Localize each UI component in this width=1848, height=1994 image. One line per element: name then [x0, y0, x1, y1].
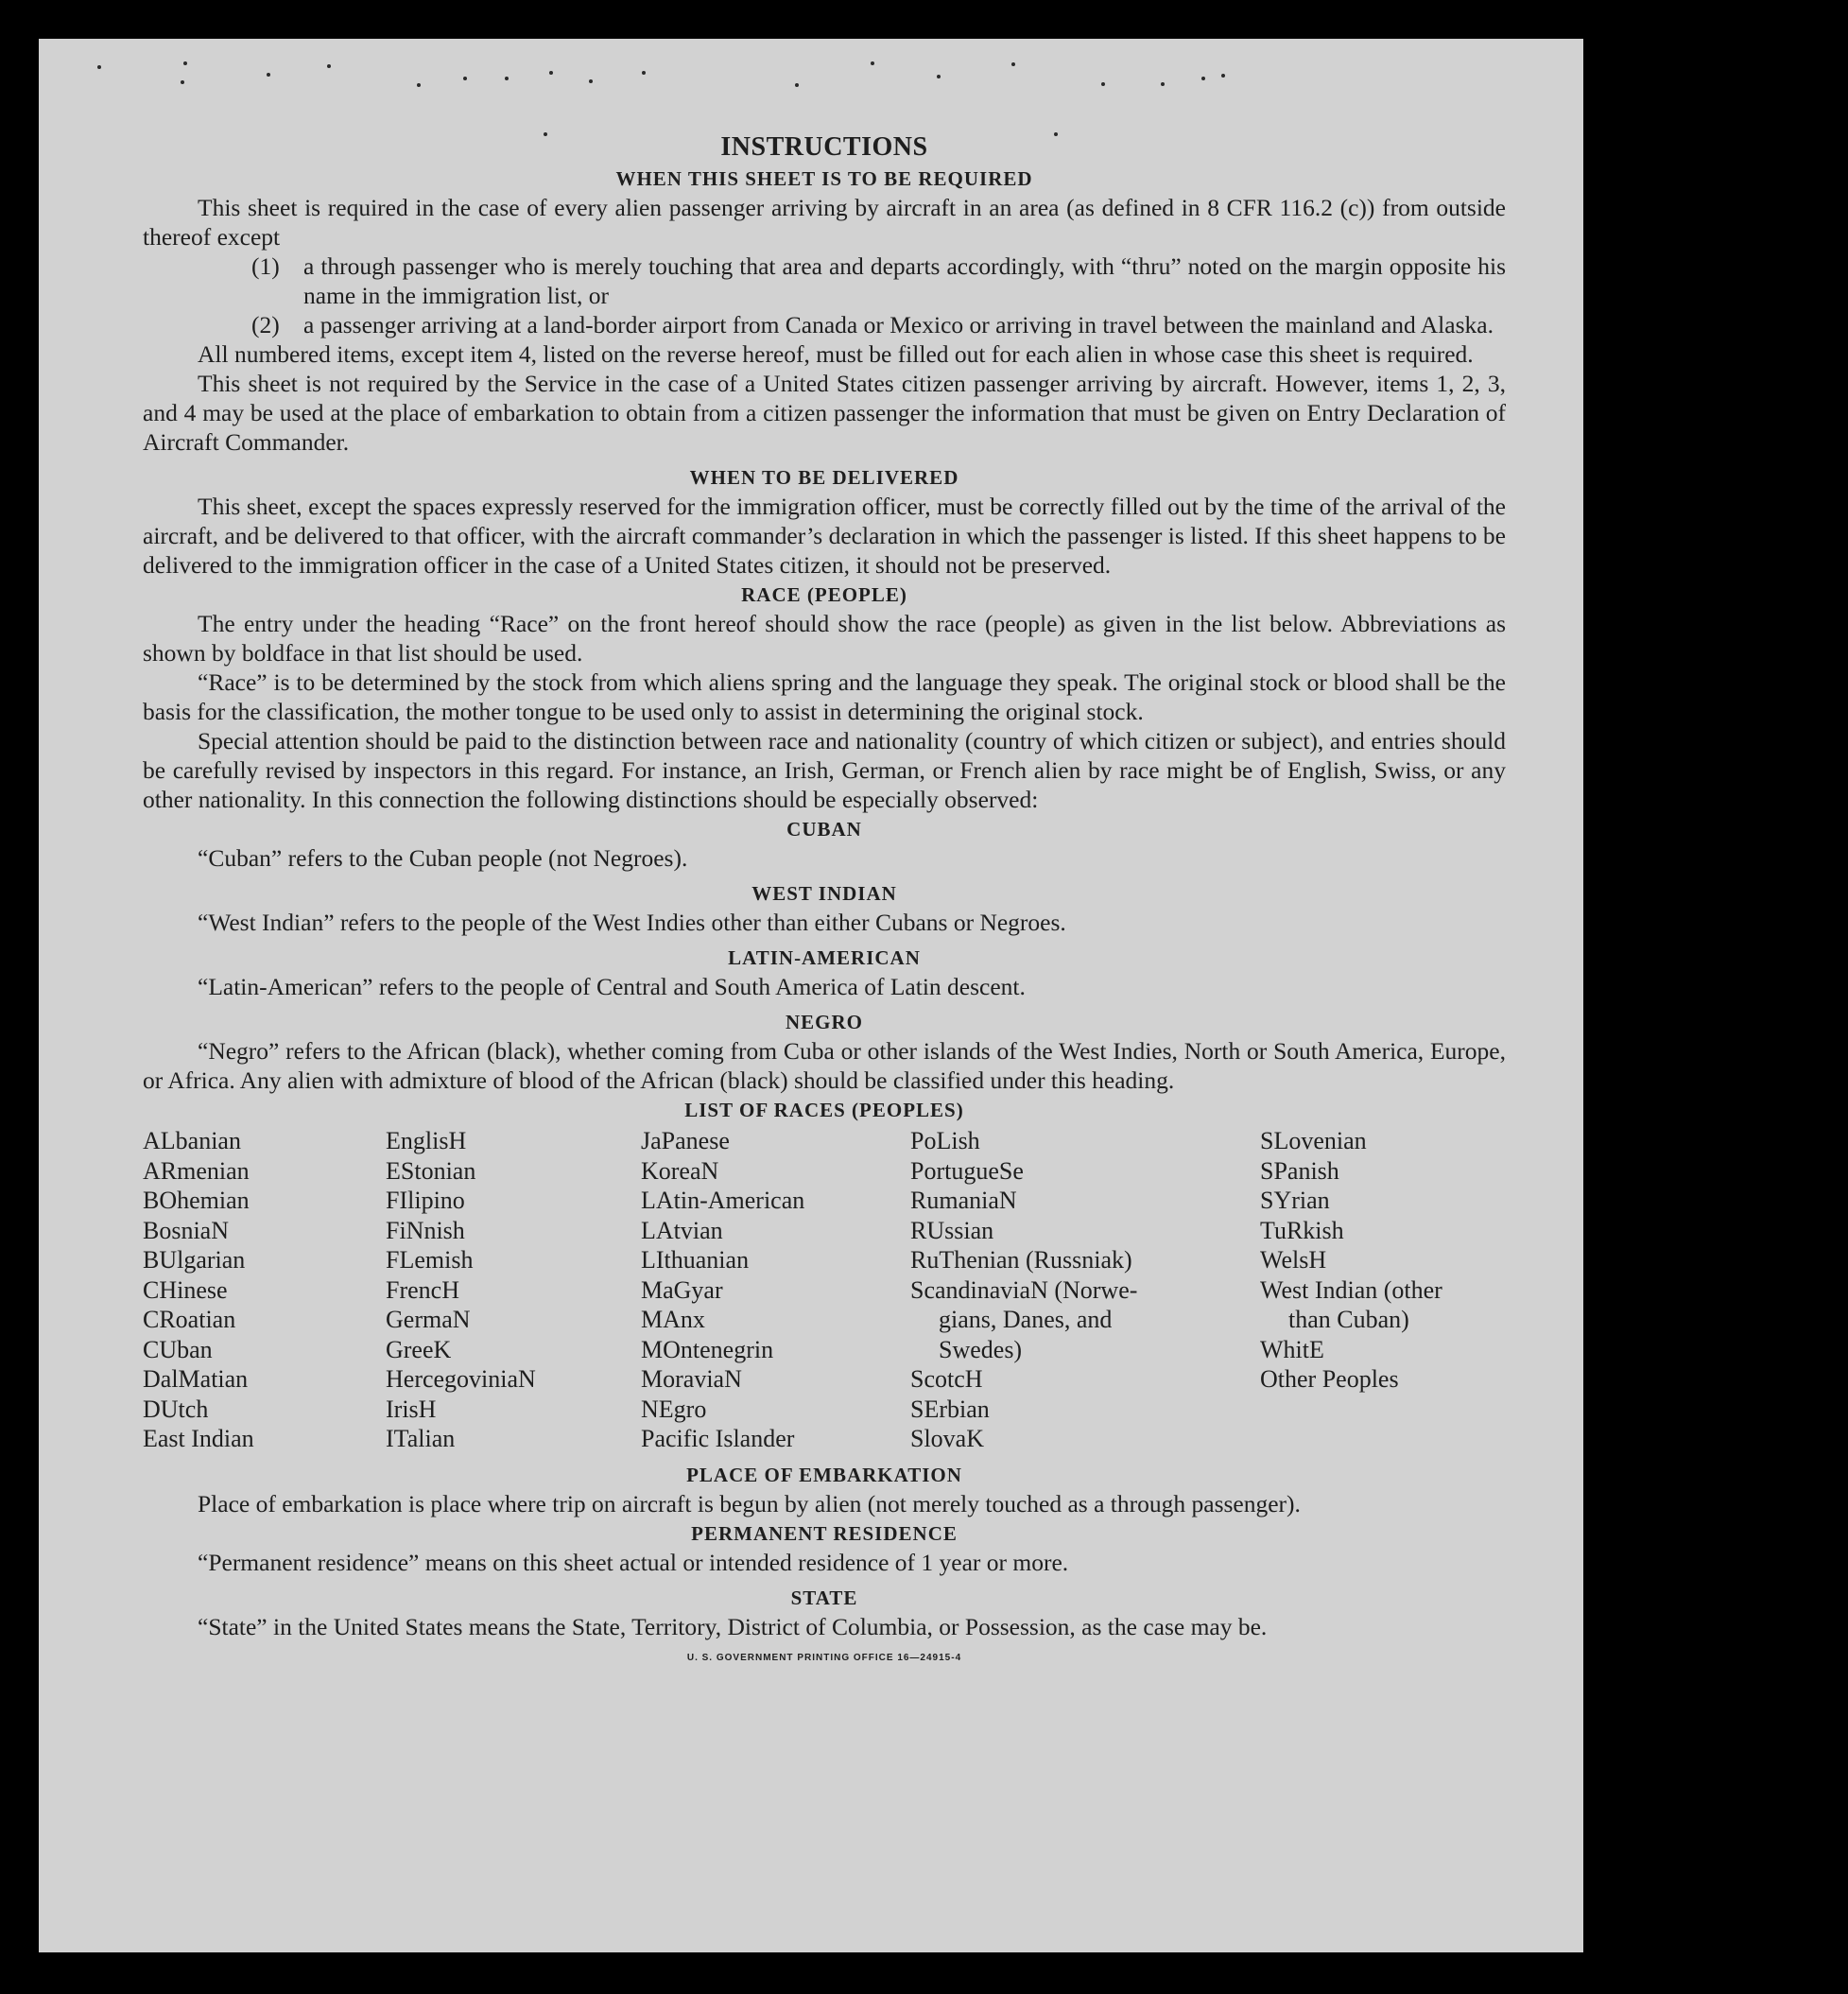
- race-list-item: gians, Danes, and: [939, 1306, 1113, 1333]
- paragraph: “Cuban” refers to the Cuban people (not Negroes).: [198, 844, 688, 872]
- race-list-item: MaGyar: [641, 1275, 723, 1304]
- race-column: [386, 1126, 641, 1454]
- paragraph: “West Indian” refers to the people of the West Indies other than either Cubans or Negroes.: [198, 909, 1066, 936]
- race-list-item: MoraviaN: [641, 1365, 742, 1393]
- list-item-text: a through passenger who is merely touching that area and departs accordingly, with “thru” noted on the margin opposite his name in the immigration list, or: [303, 252, 1506, 309]
- race-list-item: ARmenian: [143, 1156, 250, 1185]
- section-heading: CUBAN: [786, 818, 862, 841]
- section-heading: NEGRO: [785, 1011, 863, 1033]
- race-list-item: ScandinaviaN (Norwe-: [910, 1275, 1138, 1304]
- race-list-item: MOntenegrin: [641, 1335, 774, 1363]
- race-list-item: PoLish: [910, 1127, 980, 1154]
- race-list-item: FIlipino: [386, 1187, 465, 1214]
- race-list-item: EnglisH: [386, 1127, 467, 1154]
- race-list-item: ALbanian: [143, 1127, 241, 1154]
- paragraph: The entry under the heading “Race” on the front hereof should show the race (people) as given in the list below. Abbreviations as shown by boldface in that list should be used.: [143, 610, 1506, 667]
- race-list-item: FLemish: [386, 1246, 474, 1274]
- race-list-item: West Indian (other: [1260, 1275, 1442, 1304]
- race-list-item: East Indian: [143, 1425, 254, 1452]
- race-list-item: NEgro: [641, 1395, 707, 1423]
- paragraph: This sheet is required in the case of every alien passenger arriving by aircraft in an area (as defined in 8 CFR 116.2 (c)) from outside thereof except: [143, 194, 1506, 251]
- race-list-item: LAtin-American: [641, 1187, 805, 1214]
- race-list-item: LIthuanian: [641, 1246, 750, 1274]
- race-column: [641, 1126, 910, 1454]
- race-list-item: ScotcH: [910, 1365, 983, 1393]
- paragraph: “State” in the United States means the State, Territory, District of Columbia, or Possession, as the case may be.: [198, 1612, 1268, 1640]
- paragraph: “Latin-American” refers to the people of Central and South America of Latin descent.: [198, 973, 1026, 1000]
- race-list-item: RumaniaN: [910, 1187, 1017, 1214]
- race-list-item: WhitE: [1260, 1335, 1324, 1363]
- race-list-item: than Cuban): [1288, 1306, 1409, 1333]
- document-page: [39, 39, 1583, 1952]
- section-heading: LATIN-AMERICAN: [728, 946, 921, 969]
- race-list-item: DUtch: [143, 1395, 209, 1423]
- section-heading: PERMANENT RESIDENCE: [691, 1521, 958, 1545]
- race-column: [910, 1126, 1260, 1454]
- race-list-item: SYrian: [1260, 1187, 1330, 1214]
- paragraph: This sheet is not required by the Service in the case of a United States citizen passenger arriving by aircraft. However, items 1, 2, 3, and 4 may be used at the place of embarkation to obtain from a citizen passenger the information that must be given on Entry Declaration of Aircraft Commander.: [143, 370, 1506, 456]
- race-list-item: ITalian: [386, 1425, 456, 1452]
- list-item-number: (2): [251, 311, 280, 338]
- race-list-item: RUssian: [910, 1216, 994, 1244]
- race-list-item: WelsH: [1260, 1246, 1327, 1274]
- paragraph: All numbered items, except item 4, listed on the reverse hereof, must be filled out for each alien in whose case this sheet is required.: [198, 340, 1474, 368]
- race-list-item: LAtvian: [641, 1216, 723, 1244]
- race-list-item: CHinese: [143, 1275, 228, 1304]
- race-list: [143, 1126, 1506, 1454]
- race-list-item: HercegoviniaN: [386, 1365, 536, 1393]
- race-list-item: MAnx: [641, 1306, 705, 1333]
- race-list-item: TuRkish: [1260, 1216, 1344, 1244]
- race-column: [143, 1126, 386, 1454]
- race-list-item: SPanish: [1260, 1156, 1339, 1185]
- race-list-item: BOhemian: [143, 1187, 250, 1214]
- race-list-item: Other Peoples: [1260, 1365, 1399, 1393]
- section-heading: WHEN TO BE DELIVERED: [689, 466, 959, 489]
- section-heading: STATE: [790, 1586, 858, 1609]
- instructions-body: [143, 131, 1506, 1663]
- paragraph: Special attention should be paid to the distinction between race and nationality (country of which citizen or subject), and entries should be carefully revised by inspectors in this regard. For instance, an Irish, German, or French alien by race might be of English, Swiss, or any other nationality. In this connection the following distinctions should be especially observed:: [143, 727, 1506, 813]
- race-list-item: CUban: [143, 1335, 213, 1363]
- race-list-item: SLovenian: [1260, 1127, 1367, 1154]
- race-list-item: Pacific Islander: [641, 1425, 795, 1452]
- race-list-item: KoreaN: [641, 1156, 719, 1185]
- race-list-item: SlovaK: [910, 1425, 984, 1452]
- race-list-item: BosniaN: [143, 1216, 229, 1244]
- list-item: [143, 310, 1506, 339]
- paragraph: “Race” is to be determined by the stock from which aliens spring and the language they speak. The original stock or blood shall be the basis for the classification, the mother tongue to be used only to assist in determining the original stock.: [143, 668, 1506, 725]
- race-list-item: SErbian: [910, 1395, 990, 1423]
- race-list-item: RuThenian (Russniak): [910, 1246, 1132, 1274]
- paragraph: “Permanent residence” means on this sheet actual or intended residence of 1 year or more.: [198, 1548, 1069, 1576]
- paragraph: “Negro” refers to the African (black), whether coming from Cuba or other islands of the West Indies, North or South America, Europe, or Africa. Any alien with admixture of blood of the African (black) should be classified under this heading.: [143, 1037, 1506, 1094]
- race-list-item: Swedes): [939, 1335, 1023, 1363]
- printer-imprint: U. S. GOVERNMENT PRINTING OFFICE 16—24915-4: [686, 1652, 962, 1663]
- paragraph: Place of embarkation is place where trip on aircraft is begun by alien (not merely touched as a through passenger).: [198, 1489, 1301, 1517]
- race-list-item: EStonian: [386, 1156, 476, 1185]
- list-item-text: a passenger arriving at a land-border airport from Canada or Mexico or arriving in travel between the mainland and Alaska.: [303, 311, 1494, 338]
- page-title: INSTRUCTIONS: [720, 132, 928, 162]
- list-item-number: (1): [251, 252, 280, 280]
- section-heading: RACE (PEOPLE): [741, 583, 907, 606]
- race-list-item: GreeK: [386, 1335, 452, 1363]
- race-list-item: DalMatian: [143, 1365, 249, 1393]
- race-list-item: PortugueSe: [910, 1156, 1024, 1185]
- race-list-item: BUlgarian: [143, 1246, 246, 1274]
- race-list-item: IrisH: [386, 1395, 437, 1423]
- section-heading: WEST INDIAN: [751, 882, 897, 905]
- race-list-item: FiNnish: [386, 1216, 465, 1244]
- race-list-item: FrencH: [386, 1275, 459, 1304]
- list-item: [143, 251, 1506, 310]
- section-heading: WHEN THIS SHEET IS TO BE REQUIRED: [615, 167, 1033, 190]
- race-list-item: CRoatian: [143, 1306, 236, 1333]
- race-list-item: JaPanese: [641, 1127, 730, 1154]
- paragraph: This sheet, except the spaces expressly reserved for the immigration officer, must be correctly filled out by the time of the arrival of the aircraft, and be delivered to that officer, with the aircraft commander’s declaration in which the passenger is listed. If this sheet happens to be delivered to the immigration officer in the case of a United States citizen, it should not be preserved.: [143, 493, 1506, 579]
- section-heading: PLACE OF EMBARKATION: [686, 1463, 962, 1486]
- section-heading: LIST OF RACES (PEOPLES): [684, 1099, 964, 1121]
- race-list-item: GermaN: [386, 1306, 471, 1333]
- race-column: [1260, 1126, 1506, 1454]
